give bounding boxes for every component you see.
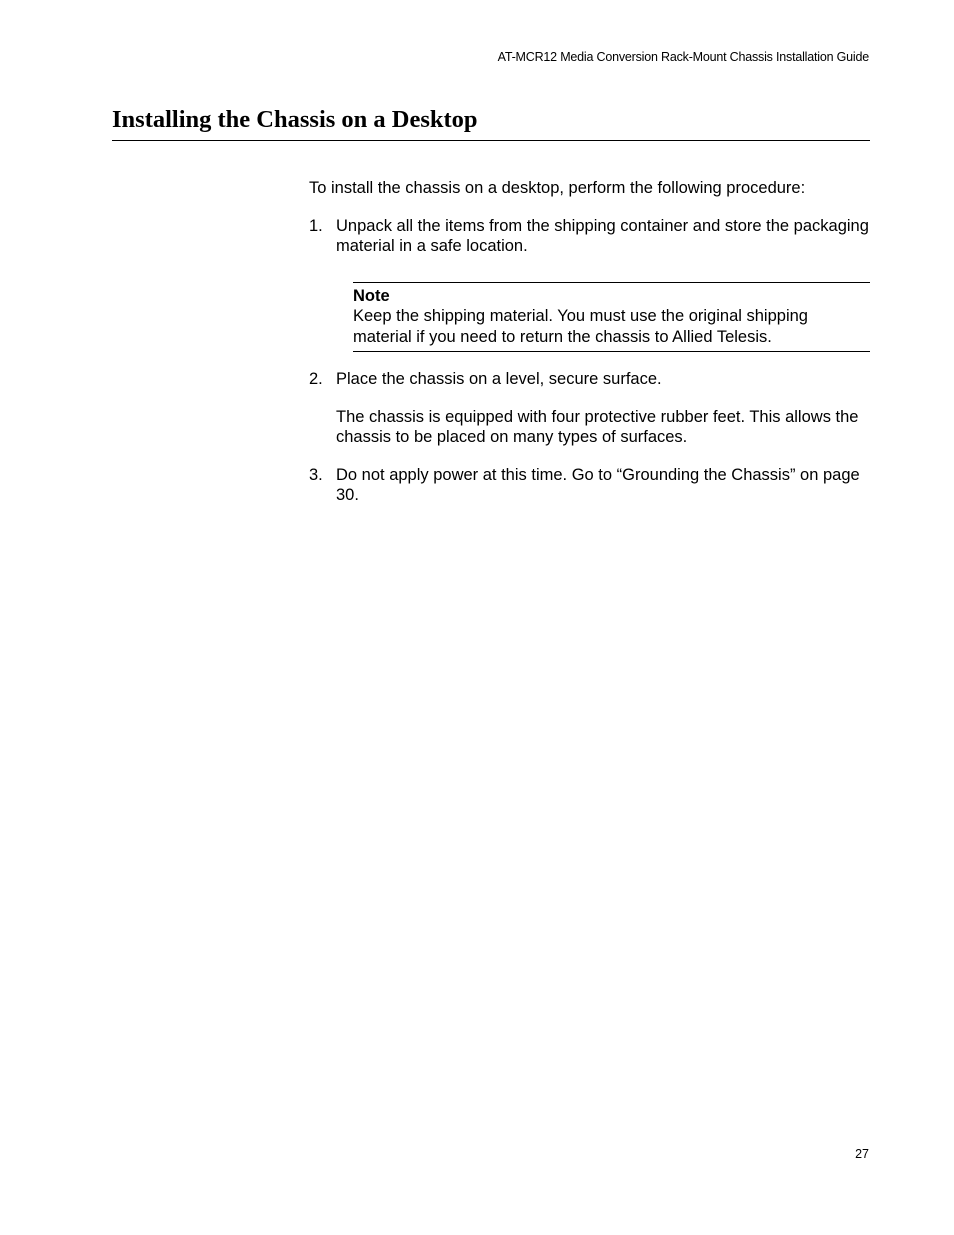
step-2 (309, 369, 870, 448)
title-rule (112, 140, 870, 141)
body-content (309, 178, 870, 506)
step-number: 3. (309, 465, 323, 484)
step-3 (309, 465, 870, 506)
note-box (353, 282, 870, 353)
step-text: Place the chassis on a level, secure surface. (336, 370, 662, 388)
step-text: Do not apply power at this time. Go to “Grounding the Chassis” on page 30. (336, 465, 860, 504)
note-text: Keep the shipping material. You must use the original shipping material if you need to return the chassis to Allied Telesis. (353, 307, 808, 346)
page-number: 27 (855, 1147, 869, 1161)
running-header: AT-MCR12 Media Conversion Rack-Mount Chassis Installation Guide (497, 50, 869, 64)
step-number: 1. (309, 216, 323, 235)
section-title: Installing the Chassis on a Desktop (112, 106, 478, 133)
step-1 (309, 216, 870, 257)
step-subparagraph: The chassis is equipped with four protective rubber feet. This allows the chassis to be placed on many types of surfaces. (336, 407, 859, 446)
step-text: Unpack all the items from the shipping container and store the packaging material in a safe location. (336, 216, 869, 255)
step-number: 2. (309, 370, 323, 388)
note-heading: Note (353, 286, 390, 305)
intro-paragraph: To install the chassis on a desktop, perform the following procedure: (309, 179, 806, 197)
